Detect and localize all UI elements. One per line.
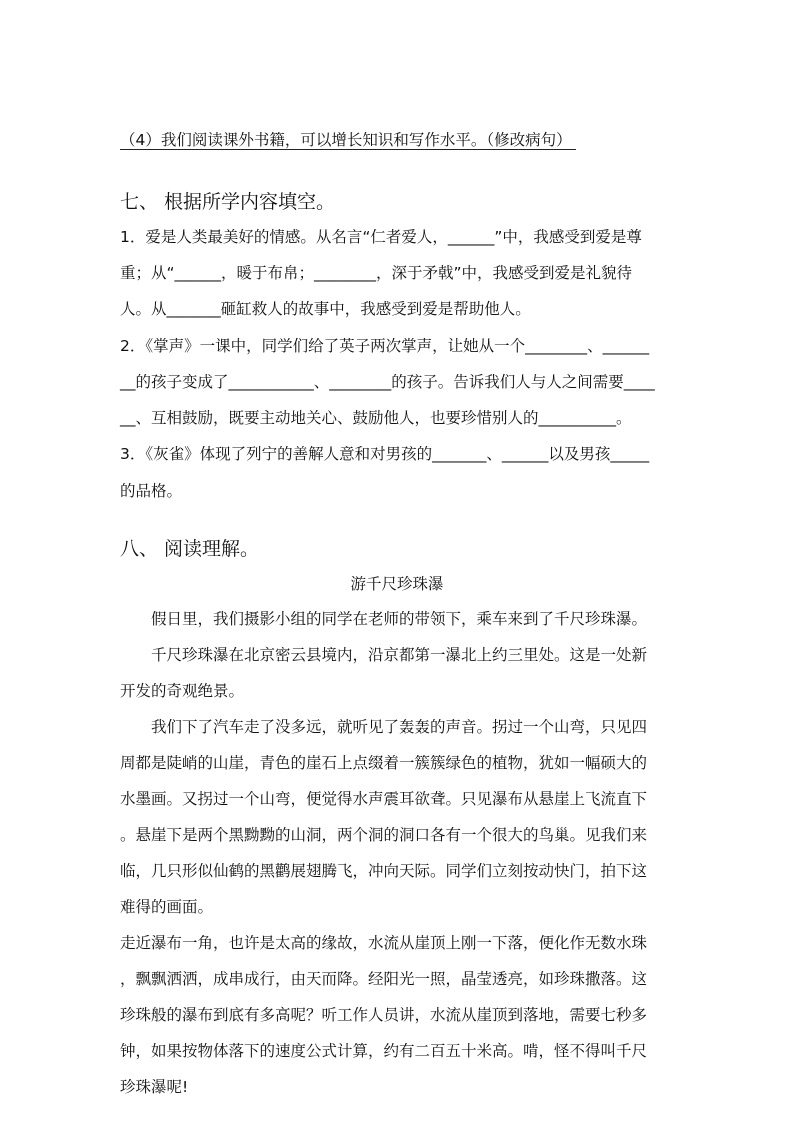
passage-line: 开发的奇观绝景。 (120, 682, 245, 700)
passage-line: 周都是陡峭的山崖，青色的崖石上点缀着一簇簇绿色的植物，犹如一幅硕大的 (120, 754, 648, 772)
passage-line: 千尺珍珠瀑在北京密云县境内，沿京都第一瀑北上约三里处。这是一处新 (120, 646, 648, 664)
passage-line: ，飘飘洒洒，成串成行，由天而降。经阳光一照，晶莹透亮，如珍珠撒落。这 (120, 970, 648, 988)
fill-blank-line: 2．《掌声》一课中，同学们给了英子两次掌声，让她从一个________、______ (120, 337, 650, 355)
fill-blank-line: 3．《灰雀》体现了列宁的善解人意和对男孩的_______、______以及男孩_____ (120, 445, 650, 463)
passage-line: 珍珠般的瀑布到底有多高呢？听工作人员讲，水流从崖顶到落地，需要七秒多 (120, 1006, 648, 1024)
fill-blank-line: 1．爱是人类最美好的情感。从名言“仁者爱人，______”中，我感受到爱是尊 (120, 228, 642, 246)
section-8-heading: 八、 阅读理解。 (120, 538, 260, 560)
section-7-heading: 七、 根据所学内容填空。 (120, 191, 336, 213)
passage-line: 水墨画。又拐过一个山弯，便觉得水声震耳欲聋。只见瀑布从悬崖上飞流直下 (120, 790, 648, 808)
passage-line: 难得的画面。 (120, 898, 214, 916)
passage-line: 临，几只形似仙鹤的黑鹳展翅腾飞，冲向天际。同学们立刻按动快门，拍下这 (120, 862, 648, 880)
fill-blank-line: __的孩子变成了___________、________的孩子。告诉我们人与人之间需要____ (120, 373, 655, 391)
passage-title: 游千尺珍珠瀑 (350, 575, 444, 593)
fill-blank-line: 重；从“______，暖于布帛；________，深于矛戟”中，我感受到爱是礼貌待 (120, 264, 633, 282)
fill-blank-line: __、互相鼓励，既要主动地关心、鼓励他人，也要珍惜别人的__________。 (120, 409, 632, 427)
passage-line: 钟，如果按物体落下的速度公式计算，约有二百五十米高。啃，怪不得叫千尺 (120, 1042, 648, 1060)
passage-line: 。悬崖下是两个黑黝黝的山洞，两个洞的洞口各有一个很大的鸟巢。见我们来 (120, 826, 648, 844)
answer-line (120, 149, 576, 150)
passage-line: 我们下了汽车走了没多远，就听见了轰轰的声音。拐过一个山弯，只见四 (120, 718, 648, 736)
fill-blank-line: 的品格。 (120, 482, 183, 500)
passage-line: 珍珠瀑呢! (120, 1078, 189, 1096)
fill-blank-line: 人。从_______砸缸救人的故事中，我感受到爱是帮助他人。 (120, 300, 531, 318)
passage-line: 假日里，我们摄影小组的同学在老师的带领下，乘车来到了千尺珍珠瀑。 (120, 610, 648, 628)
question-4-text: （4）我们阅读课外书籍，可以增长知识和写作水平。（修改病句） (120, 131, 572, 149)
passage-line: 走近瀑布一角，也许是太高的缘故，水流从崖顶上刚一下落，便化作无数水珠 (120, 934, 648, 952)
